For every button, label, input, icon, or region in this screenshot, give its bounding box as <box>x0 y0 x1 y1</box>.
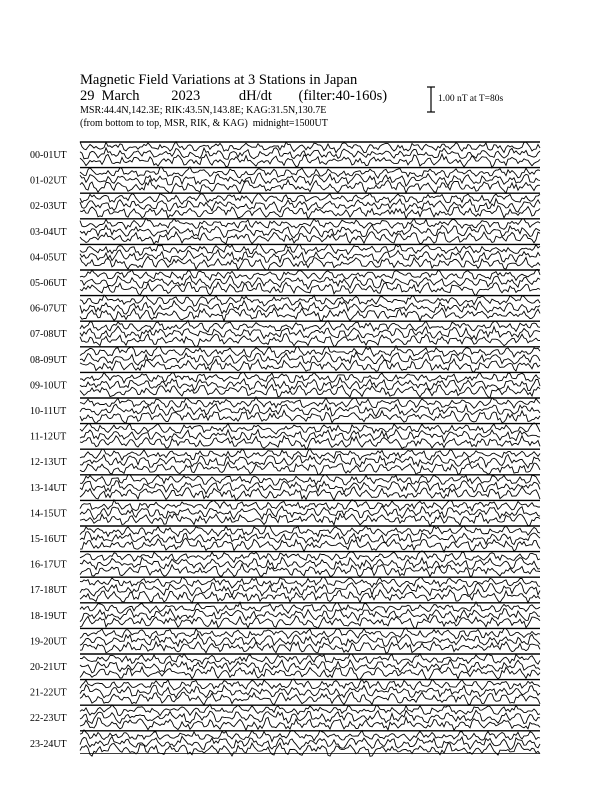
trace-kag <box>80 679 540 690</box>
trace-kag <box>80 730 540 742</box>
hour-label: 18-19UT <box>30 610 67 622</box>
trace-kag <box>80 449 540 461</box>
trace-rik <box>80 173 540 186</box>
hour-label: 10-11UT <box>30 406 67 417</box>
component-label: dH/dt <box>238 88 272 104</box>
date-month: March <box>101 88 140 104</box>
hour-label: 08-09UT <box>30 354 67 366</box>
hour-row-08-09UT <box>30 346 540 372</box>
hour-label: 14-15UT <box>30 508 67 520</box>
hour-row-07-08UT <box>30 321 540 348</box>
filter-label: (filter:40-160s) <box>298 88 388 104</box>
trace-msr <box>80 256 540 270</box>
hour-label: 20-21UT <box>30 662 67 673</box>
trace-kag <box>80 526 540 537</box>
hour-label: 19-20UT <box>30 636 67 648</box>
trace-kag <box>80 218 540 229</box>
trace-kag <box>80 295 540 306</box>
date-year: 2023 <box>171 88 201 104</box>
hour-row-12-13UT <box>30 449 540 475</box>
hour-row-14-15UT <box>30 500 540 527</box>
trace-msr <box>80 334 540 348</box>
trace-rik <box>80 250 540 263</box>
hour-row-09-10UT <box>30 372 540 398</box>
hour-row-17-18UT <box>30 577 540 603</box>
hour-row-18-19UT <box>30 602 540 628</box>
hour-row-19-20UT <box>30 628 540 654</box>
trace-msr <box>80 717 540 730</box>
hour-row-06-07UT <box>30 295 540 321</box>
hour-label: 15-16UT <box>30 534 67 545</box>
order-note: (from bottom to top, MSR, RIK, & KAG) <box>80 118 248 129</box>
midnight-note: midnight=1500UT <box>252 118 328 129</box>
date-day: 29 <box>80 88 95 104</box>
hour-label: 00-01UT <box>30 150 67 161</box>
trace-kag <box>80 244 540 256</box>
hour-label: 03-04UT <box>30 226 67 238</box>
hour-label: 17-18UT <box>30 585 67 597</box>
trace-kag <box>80 602 540 614</box>
hour-label: 23-24UT <box>30 738 67 750</box>
hour-row-02-03UT <box>30 193 540 219</box>
trace-kag <box>80 654 540 665</box>
trace-kag <box>80 372 540 383</box>
trace-msr <box>80 564 540 577</box>
trace-msr <box>80 385 540 398</box>
hour-label: 22-23UT <box>30 713 67 725</box>
hour-label: 21-22UT <box>30 687 67 699</box>
trace-msr <box>80 487 540 501</box>
hour-row-00-01UT <box>30 142 540 168</box>
hour-row-20-21UT <box>30 654 540 680</box>
hour-row-10-11UT <box>30 397 540 424</box>
trace-msr <box>80 616 540 629</box>
trace-msr <box>80 642 540 654</box>
trace-msr <box>80 436 540 450</box>
trace-msr <box>80 743 540 756</box>
hour-label: 11-12UT <box>30 431 67 443</box>
hour-row-15-16UT <box>30 526 540 552</box>
hour-row-03-04UT <box>30 218 540 244</box>
trace-rik <box>80 557 540 570</box>
hour-label: 04-05UT <box>30 252 67 264</box>
trace-msr <box>80 410 540 423</box>
hour-label: 05-06UT <box>30 278 67 289</box>
hour-row-16-17UT <box>30 551 540 577</box>
trace-rik <box>80 532 540 545</box>
trace-msr <box>80 308 540 321</box>
hour-row-01-02UT <box>30 167 540 193</box>
trace-kag <box>80 475 540 486</box>
trace-msr <box>80 667 540 680</box>
hour-label: 02-03UT <box>30 201 67 213</box>
trace-rik <box>80 276 540 290</box>
trace-kag <box>80 346 540 358</box>
trace-rik <box>80 660 540 673</box>
hour-label: 12-13UT <box>30 457 67 469</box>
hour-row-04-05UT <box>30 244 540 270</box>
trace-msr <box>80 180 540 194</box>
hour-row-22-23UT <box>30 704 540 730</box>
trace-msr <box>80 692 540 705</box>
hour-row-13-14UT <box>30 475 540 501</box>
scale-label: 1.00 nT at T=80s <box>438 94 504 104</box>
trace-kag <box>80 704 540 715</box>
hour-label: 01-02UT <box>30 175 67 187</box>
trace-kag <box>80 269 540 280</box>
hour-label: 07-08UT <box>30 329 67 341</box>
hour-label: 16-17UT <box>30 559 67 571</box>
trace-msr <box>80 589 540 603</box>
hour-label: 09-10UT <box>30 380 67 392</box>
trace-rik <box>80 736 540 749</box>
hour-row-05-06UT <box>30 269 540 295</box>
trace-kag <box>80 577 540 588</box>
hour-label: 13-14UT <box>30 482 67 494</box>
hour-row-23-24UT <box>30 730 540 756</box>
trace-kag <box>80 500 540 511</box>
trace-kag <box>80 423 540 434</box>
chart-title: Magnetic Field Variations at 3 Stations in Japan <box>80 72 358 88</box>
hour-row-21-22UT <box>30 679 540 705</box>
trace-kag <box>80 321 540 332</box>
hour-row-11-12UT <box>30 423 540 450</box>
stations-line: MSR:44.4N,142.3E; RIK:43.5N,143.8E; KAG:31.5N,130.7E <box>80 105 327 116</box>
hour-label: 06-07UT <box>30 303 67 315</box>
